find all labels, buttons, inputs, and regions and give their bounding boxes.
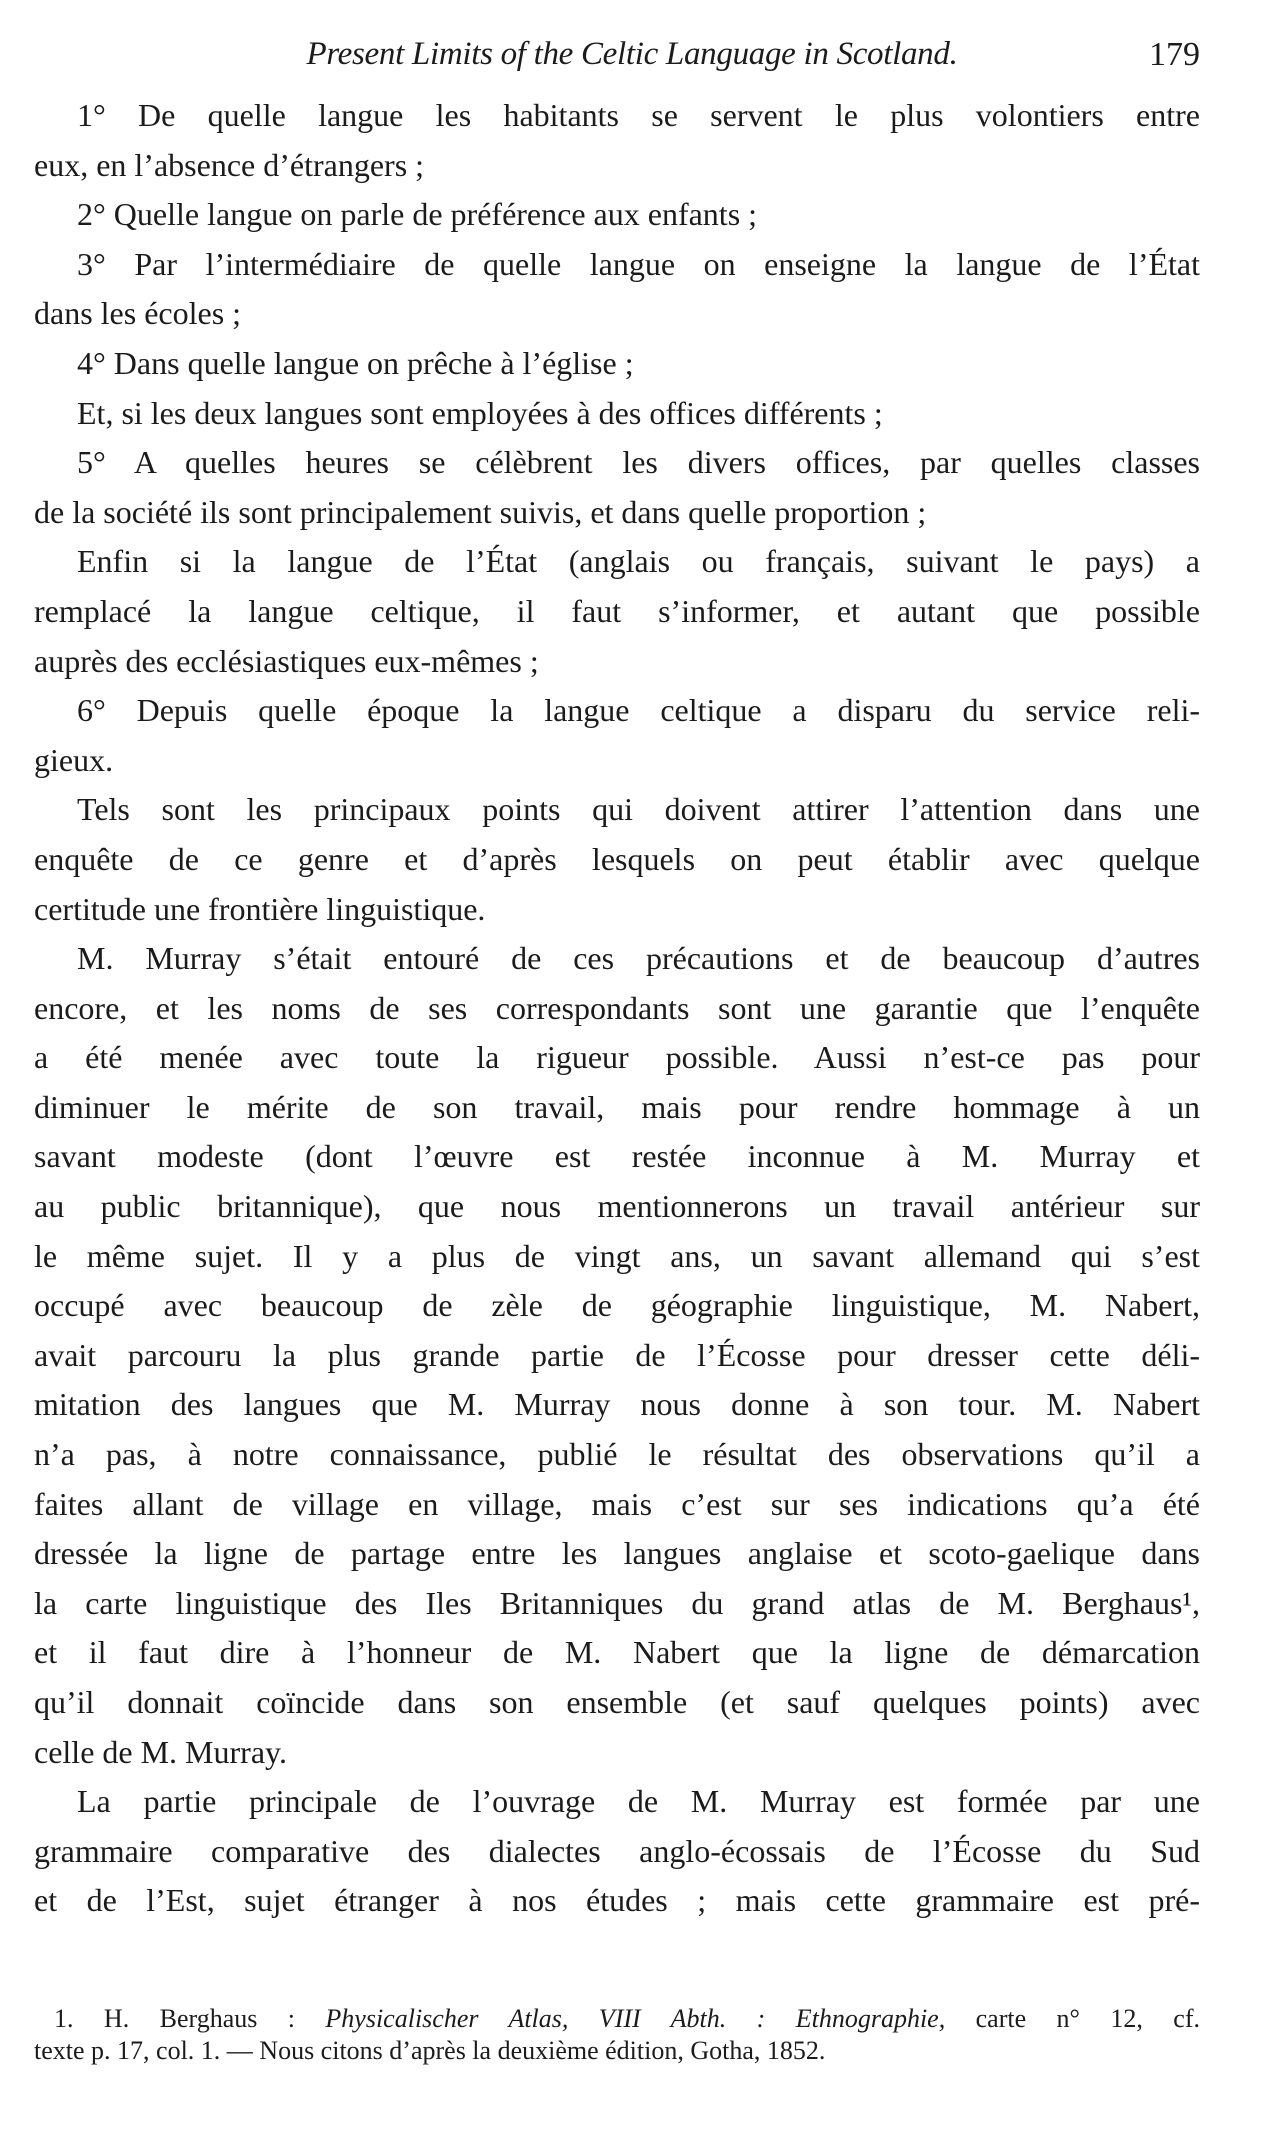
text-line: savant modeste (dont l’œuvre est restée inconnue à M. Murray et [34, 1138, 1200, 1175]
text-line: avait parcouru la plus grande partie de l’Écosse pour dresser cette déli- [34, 1336, 1200, 1373]
text-line: qu’il donnait coïncide dans son ensemble (et sauf quelques points) avec [34, 1684, 1200, 1720]
footnote-number: 1. [54, 2004, 74, 2033]
footnote-line [34, 2003, 1200, 2035]
text-line: 6° Depuis quelle époque la langue celtique a disparu du service reli- [77, 692, 1200, 729]
footnotes [34, 2003, 1200, 2067]
text-line: auprès des ecclésiastiques eux-mêmes ; [34, 642, 539, 679]
text-line: de la société ils sont principalement suivis, et dans quelle proportion ; [34, 493, 927, 530]
page-header [0, 30, 1264, 80]
text-line: encore, et les noms de ses correspondants sont une garantie que l’enquête [34, 989, 1200, 1026]
text-line: a été menée avec toute la rigueur possible. Aussi n’est-ce pas pour [34, 1039, 1200, 1076]
text-line: remplacé la langue celtique, il faut s’informer, et autant que possible [34, 592, 1200, 629]
footnote-section: Ethnographie, [795, 2004, 946, 2033]
footnote-line: texte p. 17, col. 1. — Nous citons d’après la deuxième édition, Gotha, 1852. [34, 2036, 826, 2065]
text-line: mitation des langues que M. Murray nous donne à son tour. M. Nabert [34, 1386, 1200, 1423]
footnote-reference: carte n° 12, cf. [975, 2004, 1200, 2033]
text-line: 2° Quelle langue on parle de préférence aux enfants ; [77, 196, 758, 233]
text-line: faites allant de village en village, mais c’est sur ses indications qu’a été [34, 1485, 1200, 1522]
text-line: Et, si les deux langues sont employées à des offices différents ; [77, 394, 883, 431]
text-line: Enfin si la langue de l’État (anglais ou français, suivant le pays) a [77, 543, 1200, 580]
running-title: Present Limits of the Celtic Language in Scotland. [306, 36, 958, 72]
text-line: n’a pas, à notre connaissance, publié le résultat des observations qu’il a [34, 1436, 1200, 1473]
body-text [34, 91, 1200, 1926]
text-line: M. Murray s’était entouré de ces précautions et de beaucoup d’autres [77, 940, 1200, 977]
text-line: eux, en l’absence d’étrangers ; [34, 146, 425, 183]
text-line: Tels sont les principaux points qui doivent attirer l’attention dans une [77, 791, 1200, 828]
text-line: grammaire comparative des dialectes anglo-écossais de l’Écosse du Sud [34, 1832, 1200, 1869]
text-line: la carte linguistique des Iles Britanniques du grand atlas de M. Berghaus¹, [34, 1584, 1200, 1621]
text-line: 5° A quelles heures se célèbrent les divers offices, par quelles classes [77, 444, 1200, 481]
page-number: 179 [1149, 36, 1200, 73]
text-line: et de l’Est, sujet étranger à nos études ; mais cette grammaire est pré- [34, 1882, 1200, 1919]
text-line: 1° De quelle langue les habitants se servent le plus volontiers entre [77, 97, 1200, 133]
text-line: dressée la ligne de partage entre les langues anglaise et scoto-gaelique dans [34, 1535, 1200, 1572]
text-line: enquête de ce genre et d’après lesquels on peut établir avec quelque [34, 840, 1200, 877]
text-line: dans les écoles ; [34, 295, 242, 332]
text-line: certitude une frontière linguistique. [34, 890, 486, 927]
footnote-work-title: Physicalischer Atlas, VIII Abth. : [325, 2004, 766, 2033]
text-line: occupé avec beaucoup de zèle de géographie linguistique, M. Nabert, [34, 1287, 1200, 1324]
text-line: 3° Par l’intermédiaire de quelle langue on enseigne la langue de l’État [77, 245, 1200, 282]
text-line: le même sujet. Il y a plus de vingt ans, un savant allemand qui s’est [34, 1237, 1200, 1274]
text-line: celle de M. Murray. [34, 1733, 287, 1770]
text-line: diminuer le mérite de son travail, mais pour rendre hommage à un [34, 1088, 1200, 1125]
text-line: La partie principale de l’ouvrage de M. Murray est formée par une [77, 1783, 1200, 1820]
footnote-author: H. Berghaus : [103, 2004, 295, 2033]
text-line: 4° Dans quelle langue on prêche à l’église ; [77, 344, 634, 381]
text-line: gieux. [34, 741, 114, 778]
text-line: et il faut dire à l’honneur de M. Nabert que la ligne de démarcation [34, 1634, 1200, 1671]
text-line: au public britannique), que nous mentionnerons un travail antérieur sur [34, 1188, 1200, 1225]
